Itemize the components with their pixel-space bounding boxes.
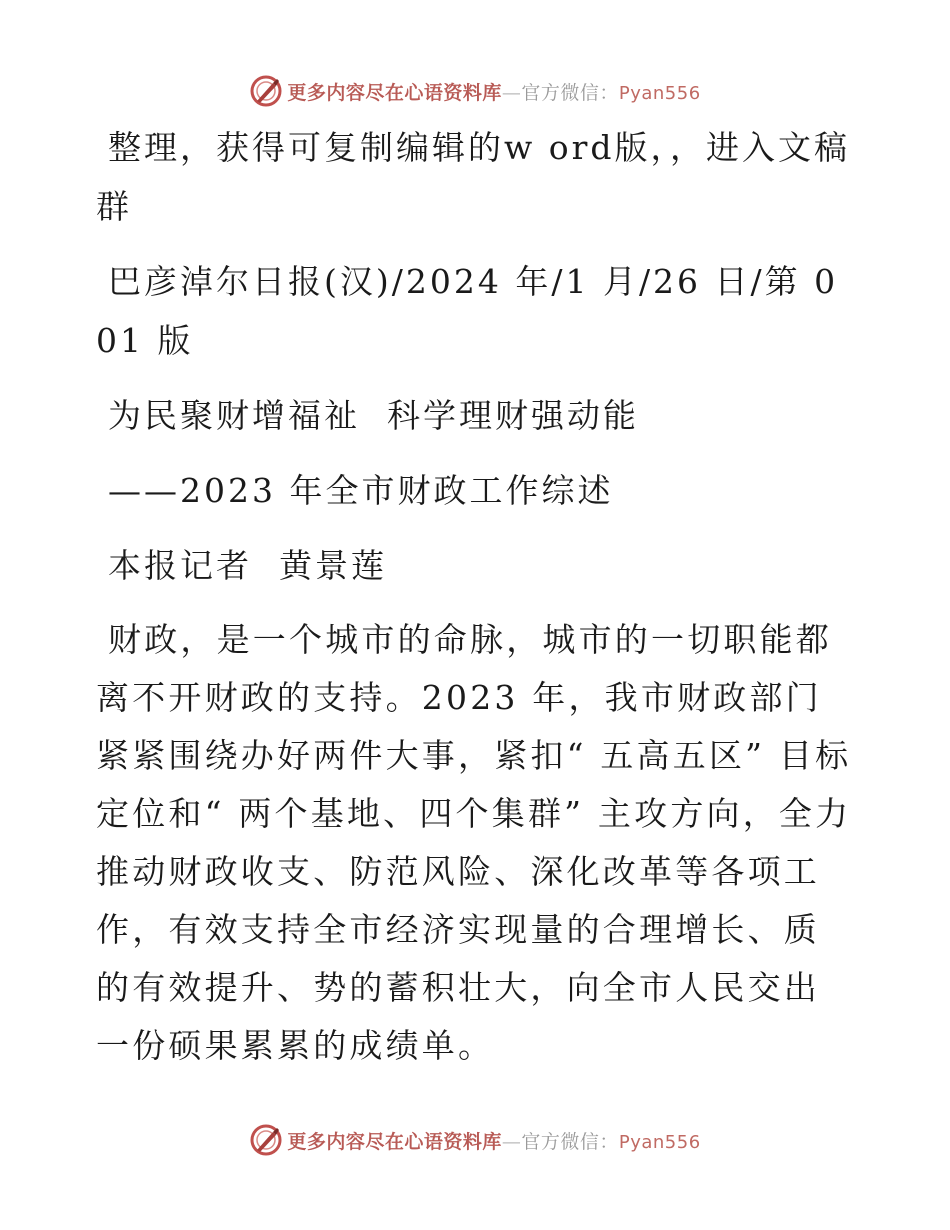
pen-seal-icon bbox=[249, 1123, 283, 1157]
watermark-wechat-label: 官方微信： bbox=[521, 1130, 619, 1153]
watermark-wechat-id: Pyan556 bbox=[618, 1131, 701, 1153]
headline: 为民聚财增福祉 科学理财强动能 bbox=[108, 396, 639, 435]
watermark-brand: 更多内容尽在心语资料库 bbox=[287, 1130, 502, 1153]
source-line: 巴彦淖尔日报(汉)/2024 年/1 月/26 日/第 001 版 bbox=[96, 262, 839, 360]
intro-paragraph: 整理，获得可复制编辑的w ord版，，进入文稿群 bbox=[96, 128, 851, 226]
watermark-wechat-id: Pyan556 bbox=[618, 82, 701, 104]
footer-watermark bbox=[0, 1120, 950, 1160]
watermark-brand: 更多内容尽在心语资料库 bbox=[287, 81, 502, 104]
body-paragraph: 财政，是一个城市的命脉，城市的一切职能都离不开财政的支持。2023 年，我市财政部门紧紧围绕办好两件大事，紧扣“ 五高五区” 目标定位和“ 两个基地、四个集群” 主攻方向，全力推动财政收支、防范风险、深化改革等各项工作，有效支持全市经济实现量的合理增长、质的有效提升、势的蓄积壮大，向全市人民交出一份硕果累累的成绩单。 bbox=[96, 620, 852, 1065]
pen-seal-icon bbox=[249, 74, 283, 108]
subheadline: ——2023 年全市财政工作综述 bbox=[108, 471, 614, 510]
watermark-wechat-label: 官方微信： bbox=[521, 81, 619, 104]
byline: 本报记者 黄景莲 bbox=[108, 546, 387, 585]
watermark-dash: — bbox=[501, 81, 522, 104]
header-watermark bbox=[0, 71, 950, 111]
watermark-dash: — bbox=[501, 1130, 522, 1153]
document-body bbox=[96, 118, 856, 1091]
